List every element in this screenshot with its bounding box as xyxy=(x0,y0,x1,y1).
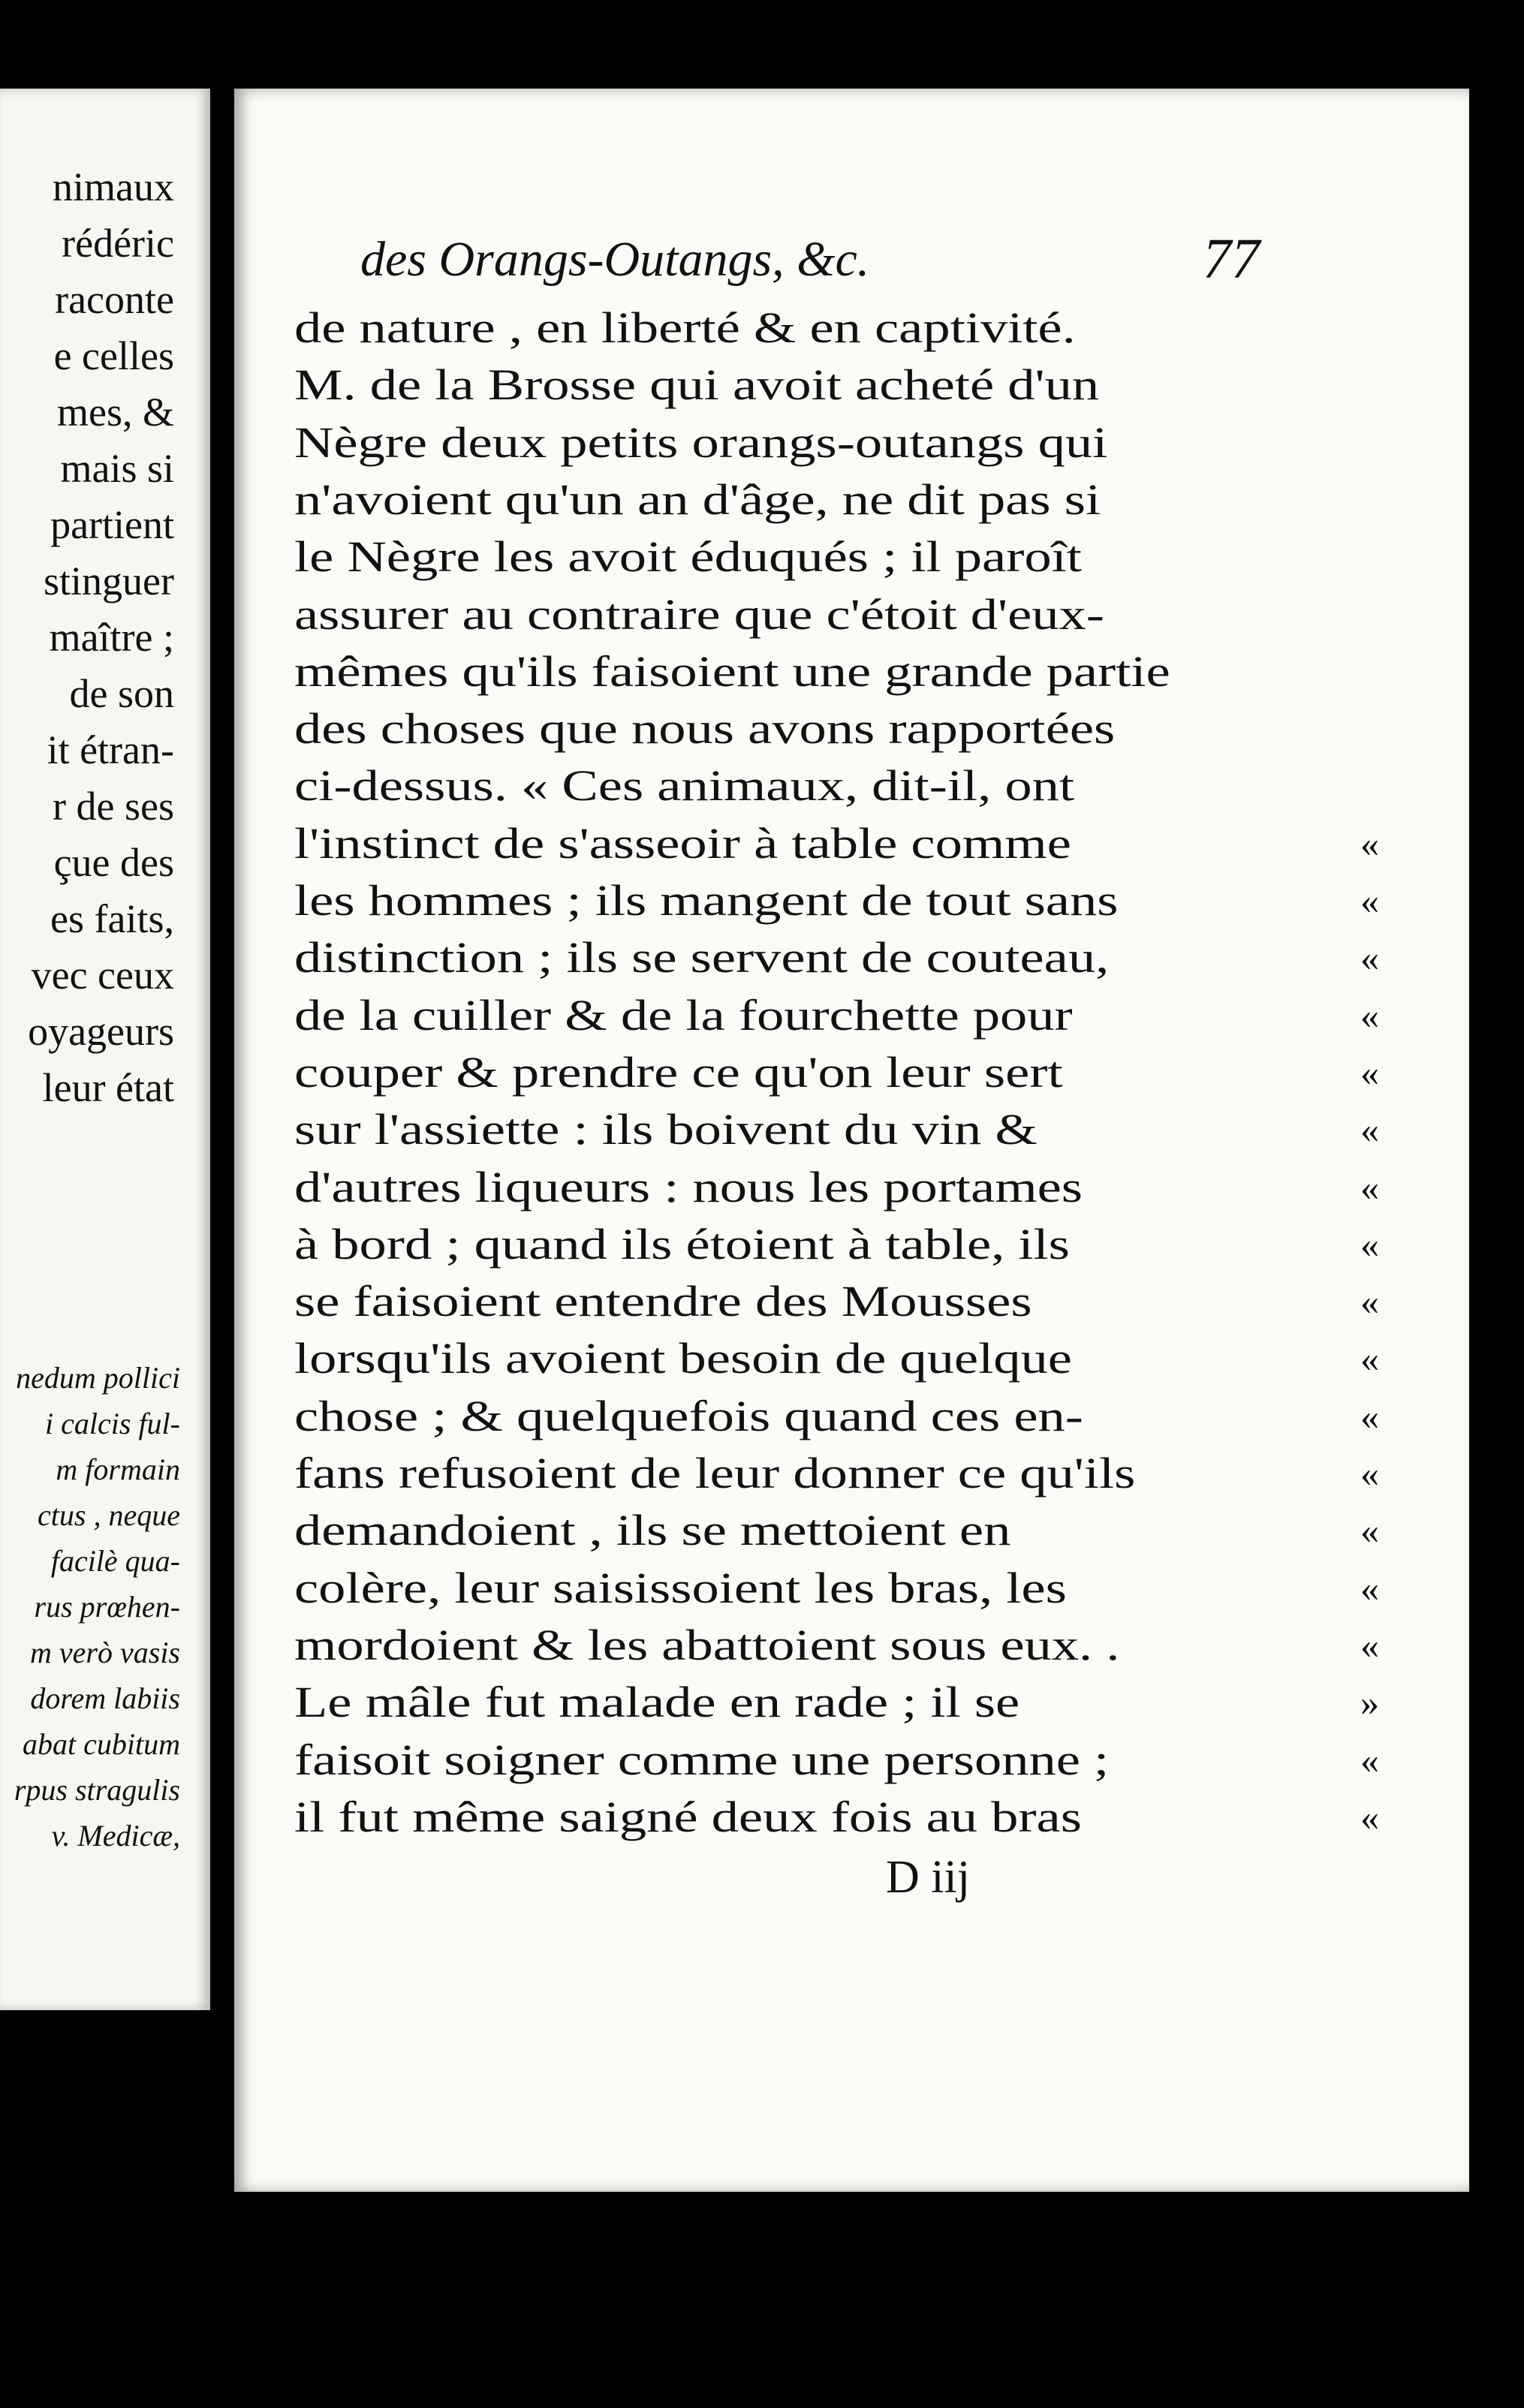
left-page-line: maître ; xyxy=(49,615,174,660)
left-page-line: nimaux xyxy=(53,164,174,209)
left-page-footnote-line: dorem labiis xyxy=(30,1681,180,1715)
quote-mark: « xyxy=(1360,1452,1379,1494)
text-line-content: Nègre deux petits orangs-outangs qui xyxy=(294,417,1108,467)
text-line-content: demandoient , ils se mettoient en xyxy=(294,1506,1011,1555)
left-facing-page xyxy=(0,89,210,2010)
text-line-content: il fut même saigné deux fois au bras xyxy=(294,1792,1082,1841)
text-line xyxy=(294,1792,1379,1841)
quote-mark: « xyxy=(1360,1281,1379,1323)
quote-mark: « xyxy=(1360,1223,1379,1266)
text-line-content: se faisoient entendre des Mousses xyxy=(294,1277,1032,1326)
text-line xyxy=(294,589,1375,639)
text-line xyxy=(294,360,1375,410)
text-line-content: des choses que nous avons rapportées xyxy=(294,704,1116,754)
text-line-content: le Nègre les avoit éduqués ; il paroît xyxy=(294,532,1082,582)
text-line xyxy=(294,1678,1379,1727)
text-line xyxy=(294,1735,1379,1784)
text-line-content: à bord ; quand ils étoient à table, ils xyxy=(294,1219,1070,1269)
left-page-footnote-line: facilè qua- xyxy=(50,1544,180,1578)
text-line-content: n'avoient qu'un an d'âge, ne dit pas si xyxy=(294,474,1101,524)
text-line-content: mordoient & les abattoient sous eux. . xyxy=(294,1620,1120,1669)
left-page-footnote-line: abat cubitum xyxy=(23,1727,180,1761)
text-line-content: mêmes qu'ils faisoient une grande partie xyxy=(294,646,1170,696)
left-page-footnote-line: rus prœhen- xyxy=(34,1590,180,1624)
left-page-line: stinguer xyxy=(44,558,174,604)
text-line-content: fans refusoient de leur donner ce qu'ils xyxy=(294,1449,1136,1497)
text-line xyxy=(294,704,1375,754)
text-line xyxy=(294,1449,1379,1497)
left-page-line: çue des xyxy=(53,840,174,885)
quote-mark: « xyxy=(1360,1624,1379,1666)
quote-mark: « xyxy=(1360,1510,1379,1552)
left-page-line: raconte xyxy=(55,277,174,322)
quote-mark: « xyxy=(1360,1166,1379,1209)
quote-mark: « xyxy=(1360,1051,1379,1094)
text-line-content: distinction ; ils se servent de couteau, xyxy=(294,933,1110,983)
page-number: 77 xyxy=(1203,227,1260,290)
text-line-content: colère, leur saisissoient les bras, les xyxy=(294,1563,1067,1612)
text-line xyxy=(294,1506,1379,1555)
left-page-footnote-line: i calcis ful- xyxy=(45,1407,180,1440)
text-line xyxy=(294,1620,1379,1669)
signature-mark: D iij xyxy=(886,1852,970,1903)
text-line-content: Le mâle fut malade en rade ; il se xyxy=(294,1678,1020,1727)
left-page-footnote-line: m formain xyxy=(56,1452,180,1486)
left-page-footnote-line: m verò vasis xyxy=(30,1636,180,1669)
text-line xyxy=(294,1391,1379,1440)
text-line xyxy=(294,474,1375,524)
quote-mark: « xyxy=(1360,1109,1379,1151)
text-line-content: de nature , en liberté & en captivité. xyxy=(294,303,1076,352)
text-line xyxy=(294,303,1375,352)
quote-mark: « xyxy=(1360,880,1379,922)
text-line xyxy=(294,933,1379,983)
text-line xyxy=(294,1334,1379,1383)
text-line-content: l'instinct de s'asseoir à table comme xyxy=(294,818,1071,868)
quote-mark: « xyxy=(1360,822,1379,865)
text-line xyxy=(294,1277,1379,1326)
text-line-content: de la cuiller & de la fourchette pour xyxy=(294,990,1073,1040)
text-line-content: les hommes ; ils mangent de tout sans xyxy=(294,876,1119,925)
left-page-line: mes, & xyxy=(57,390,174,435)
running-head-title: des Orangs-Outangs, &c. xyxy=(360,232,870,287)
left-page-footnote-line: ctus , neque xyxy=(38,1498,180,1532)
text-line-content: ci-dessus. « Ces animaux, dit-il, ont xyxy=(294,761,1075,811)
left-page-line: it étran- xyxy=(47,727,174,772)
text-line xyxy=(294,1162,1379,1212)
left-page-line: mais si xyxy=(60,446,174,491)
text-line-content: faisoit soigner comme une personne ; xyxy=(294,1735,1110,1784)
text-line-content: M. de la Brosse qui avoit acheté d'un xyxy=(294,360,1100,410)
left-page-line: leur état xyxy=(42,1065,174,1110)
left-page-footnote-line: nedum pollici xyxy=(16,1361,180,1395)
quote-mark: « xyxy=(1360,994,1379,1037)
text-line xyxy=(294,417,1375,467)
text-line xyxy=(294,761,1375,811)
text-line xyxy=(294,1047,1379,1097)
left-page-line: r de ses xyxy=(53,784,174,829)
left-page-footnote-line: rpus stragulis xyxy=(14,1773,180,1807)
left-page-line: vec ceux xyxy=(31,953,174,998)
quote-mark: « xyxy=(1360,1795,1379,1838)
text-line xyxy=(294,532,1375,582)
text-line xyxy=(294,818,1379,868)
left-page-line: rédéric xyxy=(62,221,174,266)
text-line xyxy=(294,646,1375,696)
text-line xyxy=(294,1105,1379,1154)
text-line xyxy=(294,1563,1379,1612)
left-page-line: partient xyxy=(50,502,174,547)
text-line xyxy=(294,1219,1379,1269)
left-page-line: oyageurs xyxy=(28,1009,174,1054)
quote-mark: « xyxy=(1360,937,1379,980)
left-page-footnote-line: v. Medicæ, xyxy=(51,1819,180,1853)
text-line-content: couper & prendre ce qu'on leur sert xyxy=(294,1047,1063,1097)
text-line-content: chose ; & quelquefois quand ces en- xyxy=(294,1391,1083,1440)
text-line-content: d'autres liqueurs : nous les portames xyxy=(294,1162,1083,1212)
quote-mark: « xyxy=(1360,1567,1379,1609)
text-line xyxy=(294,876,1379,925)
quote-mark: » xyxy=(1360,1681,1379,1724)
quote-mark: « xyxy=(1360,1395,1379,1437)
text-line-content: assurer au contraire que c'étoit d'eux- xyxy=(294,589,1104,639)
text-line-content: sur l'assiette : ils boivent du vin & xyxy=(294,1105,1038,1154)
left-page-line: de son xyxy=(69,671,174,716)
text-line xyxy=(294,990,1379,1040)
text-line-content: lorsqu'ils avoient besoin de quelque xyxy=(294,1334,1072,1383)
quote-mark: « xyxy=(1360,1738,1379,1781)
left-page-line: es faits, xyxy=(50,896,174,941)
quote-mark: « xyxy=(1360,1338,1379,1380)
left-page-line: e celles xyxy=(53,333,174,378)
right-page xyxy=(234,89,1469,2192)
